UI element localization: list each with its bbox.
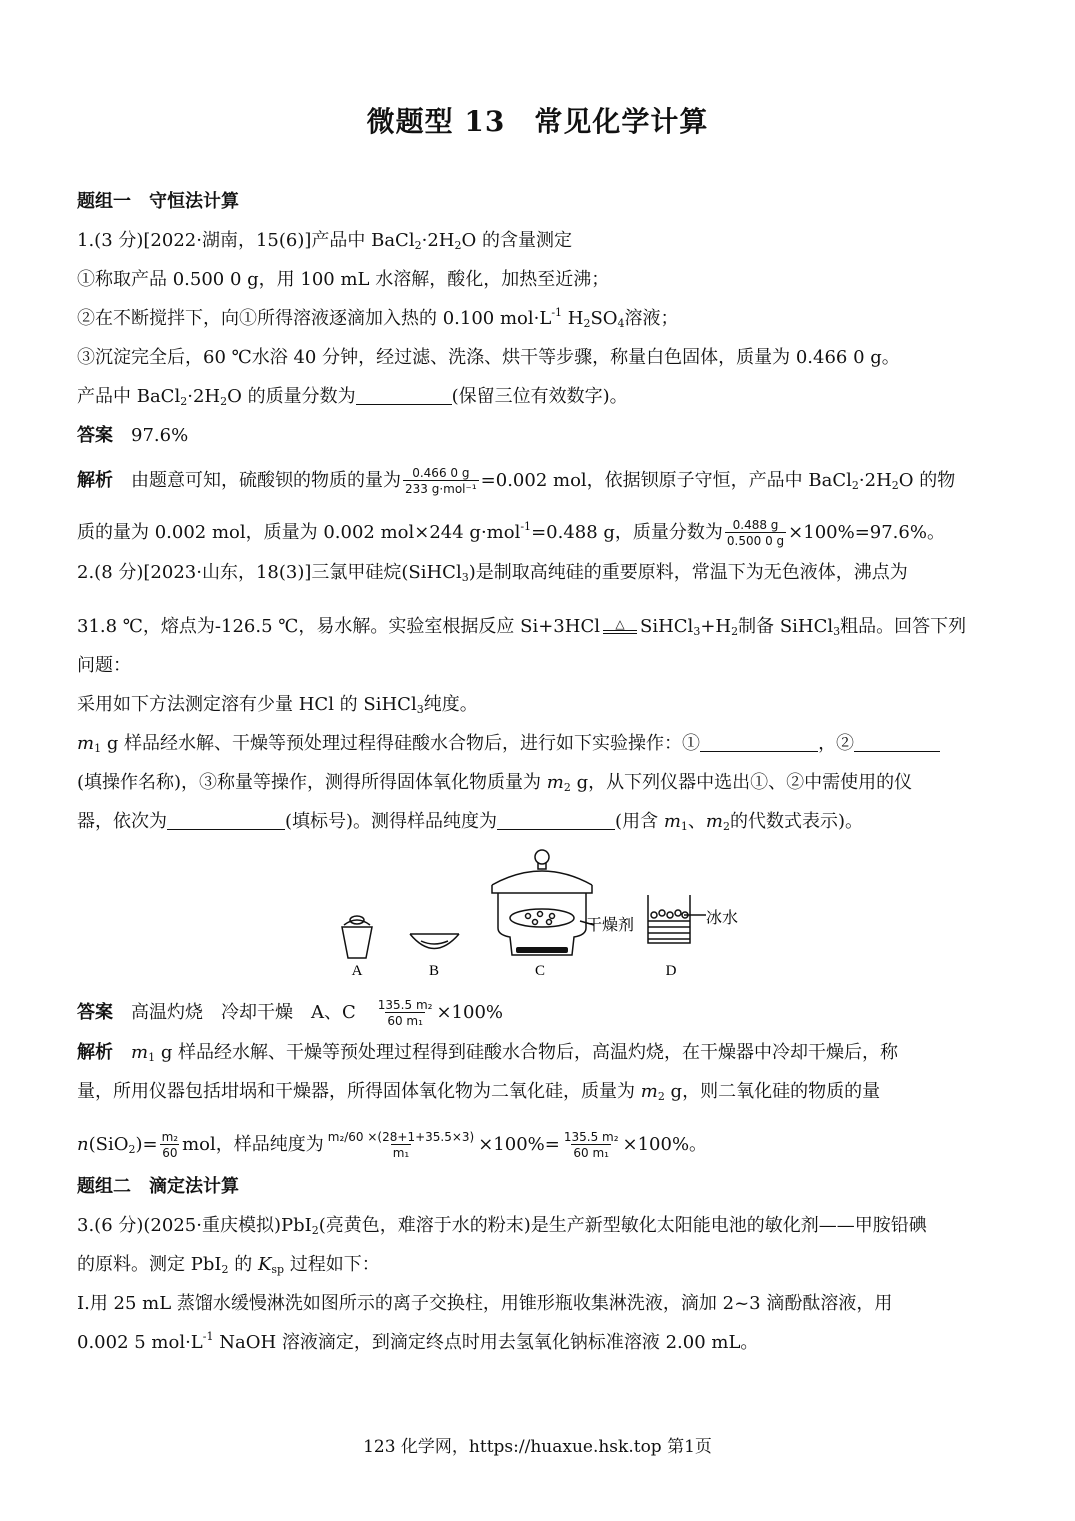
fraction: $\frac{\text{135.5 m₂}}{\text{60 m₁}}$ (563, 1130, 619, 1160)
fraction: $\frac{\text{135.5 m₂}}{\text{60 m₁}}$ (377, 998, 433, 1028)
q1-analysis-line2: 质的量为 0.002 mol，质量为 0.002 mol×244 g·mol$^{-1}$=0.488 g，质量分数为 $\frac{0.488 g}{0.500 0 g}$ ×100%=97.6%。 (77, 518, 945, 548)
q1-question: 产品中 $BaCl_2\cdot 2H_2O$ 的质量分数为 (保留三位有效数字)。 (77, 386, 628, 408)
q2-answer: 答案 高温灼烧 冷却干燥 A、C $\frac{\text{135.5 m₂}}{\text{60 m₁}}$ ×100% (77, 998, 503, 1028)
q2-analysis-line2: 量，所用仪器包括坩埚和干燥器，所得固体氧化物为二氧化硅，质量为 $m_2$ g，则二氧化硅的物质的量 (77, 1081, 881, 1103)
page-title: 微题型 13 常见化学计算 (366, 105, 709, 138)
q2-analysis-line1: 解析 $m_1$ g 样品经水解、干燥等预处理过程得到硅酸水合物后，高温灼烧，在干燥器中冷却干燥后，称 (77, 1042, 899, 1064)
q3-line3: Ⅰ.用 25 mL 蒸馏水缓慢淋洗如图所示的离子交换柱，用锥形瓶收集淋洗液，滴加 2~3 滴酚酞溶液，用 (77, 1293, 893, 1314)
label-d: D (665, 963, 677, 979)
desiccator-icon (492, 850, 594, 955)
q1-analysis-line1: 解析 由题意可知，硫酸钡的物质的量为 $\frac{0.466 0 g}{\text{233 g·mol⁻¹}}$ =0.002 mol，依据钡原子守恒，产品中 $BaCl_2\cdot 2H_2O$ 的物 (77, 466, 956, 496)
evaporating-dish-icon (410, 934, 459, 949)
q2-line6: (填操作名称)，③称量等操作，测得所得固体氧化物质量为 $m_2$ g，从下列仪器中选出①、②中需使用的仪 (77, 772, 913, 794)
q2-line2: 31.8 ℃，熔点为-126.5 ℃，易水解。实验室根据反应 Si+3HCl △ $SiHCl_3+H_2$制备 SiHCl$_3$粗品。回答下列 (77, 616, 967, 638)
group1-heading: 题组一 守恒法计算 (77, 191, 239, 212)
fraction: $\frac{\text{m₂}}{60}$ (161, 1130, 179, 1160)
heating-arrow: △ (603, 618, 637, 634)
q1-answer: 答案 97.6% (77, 425, 189, 446)
crucible-icon (342, 916, 372, 958)
fraction: $\frac{\text{m₂/60 ×(28+1+35.5×3)}}{\text{m₁}}$ (327, 1130, 475, 1160)
q2-analysis-line3: n(SiO$_2$)= $\frac{\text{m₂}}{60}$ mol，样品纯度为 $\frac{\text{m₂/60 ×(28+1+35.5×3)}}{\text{m₁}}$ ×100%= $\frac{\text{135.5 m₂}}{\text{60 m₁}}$ ×100%。 (77, 1130, 708, 1160)
q2-line4: 采用如下方法测定溶有少量 HCl 的 SiHCl$_3$纯度。 (77, 694, 478, 716)
fraction: $\frac{0.466 0 g}{\text{233 g·mol⁻¹}}$ (405, 466, 477, 496)
q2-line7: 器，依次为 (填标号)。测得样品纯度为 (用含 $m_1$、$m_2$的代数式表示)。 (77, 811, 863, 833)
q3-line2: 的原料。测定 PbI$_2$ 的 $K_{sp}$ 过程如下： (77, 1254, 380, 1276)
fraction: $\frac{0.488 g}{0.500 0 g}$ (726, 518, 785, 548)
apparatus-figure (330, 843, 750, 983)
q1-step1: ①称取产品 0.500 0 g，用 100 mL 水溶解，酸化，加热至近沸； (77, 269, 610, 290)
answer-blank[interactable] (700, 733, 818, 752)
answer-blank[interactable] (497, 811, 615, 830)
q2-line1: 2.(8 分)[2023·山东，18(3)]三氯甲硅烷(SiHCl$_3$)是制取高纯硅的重要原料，常温下为无色液体，沸点为 (77, 562, 908, 584)
ice-water-label: 冰水 (706, 908, 739, 927)
answer-blank[interactable] (356, 386, 452, 405)
q1-step2: ②在不断搅拌下，向①所得溶液逐滴加入热的 0.100 $mol\cdot L^{-1}$ $H_2SO_4$溶液； (77, 306, 679, 330)
desiccant-label: 干燥剂 (586, 915, 635, 934)
label-c: C (534, 963, 546, 979)
q3-line1: 3.(6 分)(2025·重庆模拟)PbI$_2$(亮黄色，难溶于水的粉末)是生产新型敏化太阳能电池的敏化剂——甲胺铅碘 (77, 1215, 927, 1237)
label-a: A (351, 963, 363, 979)
answer-blank[interactable] (854, 733, 940, 752)
q3-line4: 0.002 5 $mol\cdot L^{-1}$ NaOH 溶液滴定，到滴定终点时用去氢氧化钠标准溶液 2.00 mL。 (77, 1330, 759, 1353)
desiccant-particles (516, 947, 568, 953)
q2-line5: $m_1$ g 样品经水解、干燥等预处理过程得硅酸水合物后，进行如下实验操作：① ，② (77, 732, 1015, 756)
q2-line3: 问题： (77, 655, 131, 676)
q1-head: 1.(3 分)[2022·湖南，15(6)]产品中 $BaCl_2\cdot 2H_2O$ 的含量测定 (77, 230, 572, 252)
beaker-ice-water-icon (648, 895, 706, 943)
label-b: B (428, 963, 440, 979)
answer-blank[interactable] (167, 811, 285, 830)
group2-heading: 题组二 滴定法计算 (77, 1176, 239, 1197)
q1-step3: ③沉淀完全后，60 ℃水浴 40 分钟，经过滤、洗涤、烘干等步骤，称量白色固体，质量为 0.466 0 g。 (77, 347, 900, 368)
page-footer: 123 化学网，https://huaxue.hsk.top 第1页 (363, 1437, 712, 1457)
